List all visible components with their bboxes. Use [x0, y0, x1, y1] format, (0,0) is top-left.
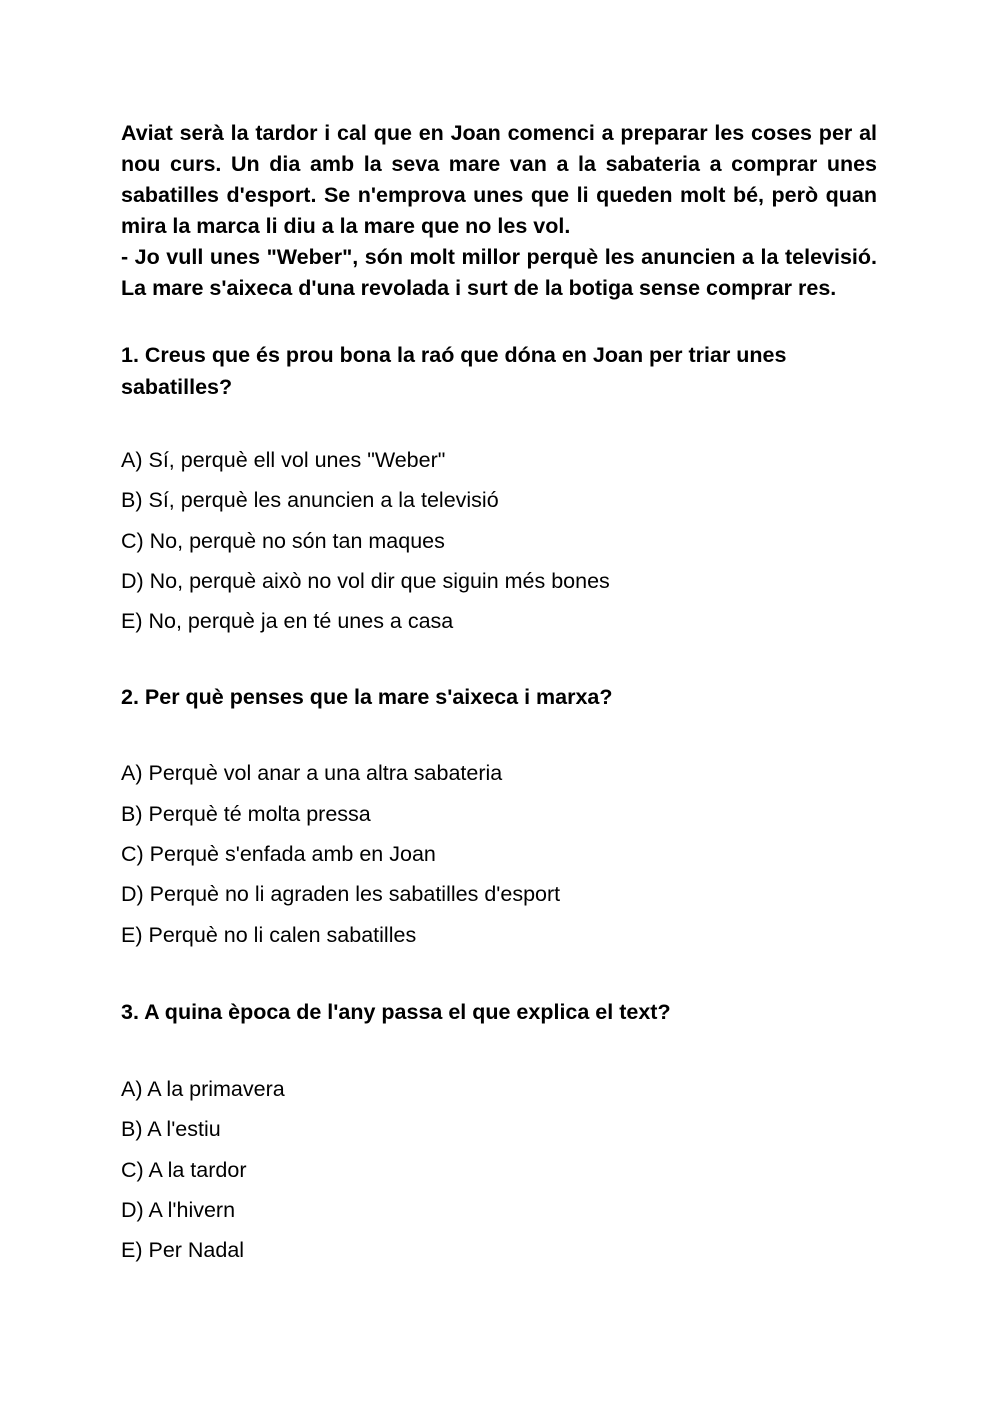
- answer-option[interactable]: C) A la tardor: [121, 1157, 247, 1182]
- answer-option[interactable]: A) Sí, perquè ell vol unes "Weber": [121, 448, 446, 472]
- answer-option[interactable]: D) Perquè no li agraden les sabatilles d'esport: [121, 882, 561, 907]
- answer-option[interactable]: D) A l'hivern: [121, 1197, 236, 1222]
- answer-option[interactable]: C) Perquè s'enfada amb en Joan: [121, 842, 436, 867]
- reading-passage: [121, 118, 877, 304]
- worksheet-page: [121, 118, 877, 1270]
- answer-option[interactable]: C) No, perquè no són tan maques: [121, 528, 445, 553]
- question-block: [121, 996, 877, 1270]
- answer-option[interactable]: E) No, perquè ja en té unes a casa: [121, 609, 454, 634]
- question-text: 1. Creus que és prou bona la raó que dóna en Joan per triar unes sabatilles?: [121, 343, 787, 399]
- answer-option[interactable]: E) Per Nadal: [121, 1238, 245, 1263]
- answer-option[interactable]: E) Perquè no li calen sabatilles: [121, 922, 417, 947]
- answer-option[interactable]: B) Sí, perquè les anuncien a la televisió: [121, 488, 499, 513]
- answer-option[interactable]: B) Perquè té molta pressa: [121, 801, 371, 826]
- passage-paragraph: Aviat serà la tardor i cal que en Joan comenci a preparar les coses per al nou curs. Un dia amb la seva mare van a la sabateria a comprar unes sabatilles d'esport. Se n'emprova unes que li queden molt bé, però quan mira la marca li diu a la mare que no les vol.: [121, 121, 877, 238]
- question-text: 2. Per què penses que la mare s'aixeca i marxa?: [121, 685, 613, 710]
- answer-option[interactable]: D) No, perquè això no vol dir que siguin més bones: [121, 568, 610, 593]
- answer-options: [121, 1069, 877, 1270]
- answer-option[interactable]: A) A la primavera: [121, 1076, 285, 1101]
- answer-options: [121, 440, 877, 641]
- answer-options: [121, 753, 877, 954]
- question-block: [121, 339, 877, 641]
- question-block: [121, 681, 877, 954]
- answer-option[interactable]: B) A l'estiu: [121, 1117, 221, 1142]
- question-text: 3. A quina època de l'any passa el que explica el text?: [121, 999, 671, 1024]
- answer-option[interactable]: A) Perquè vol anar a una altra sabateria: [121, 761, 503, 786]
- passage-paragraph: - Jo vull unes "Weber", són molt millor perquè les anuncien a la televisió. La mare s'aixeca d'una revolada i surt de la botiga sense comprar res.: [121, 245, 877, 300]
